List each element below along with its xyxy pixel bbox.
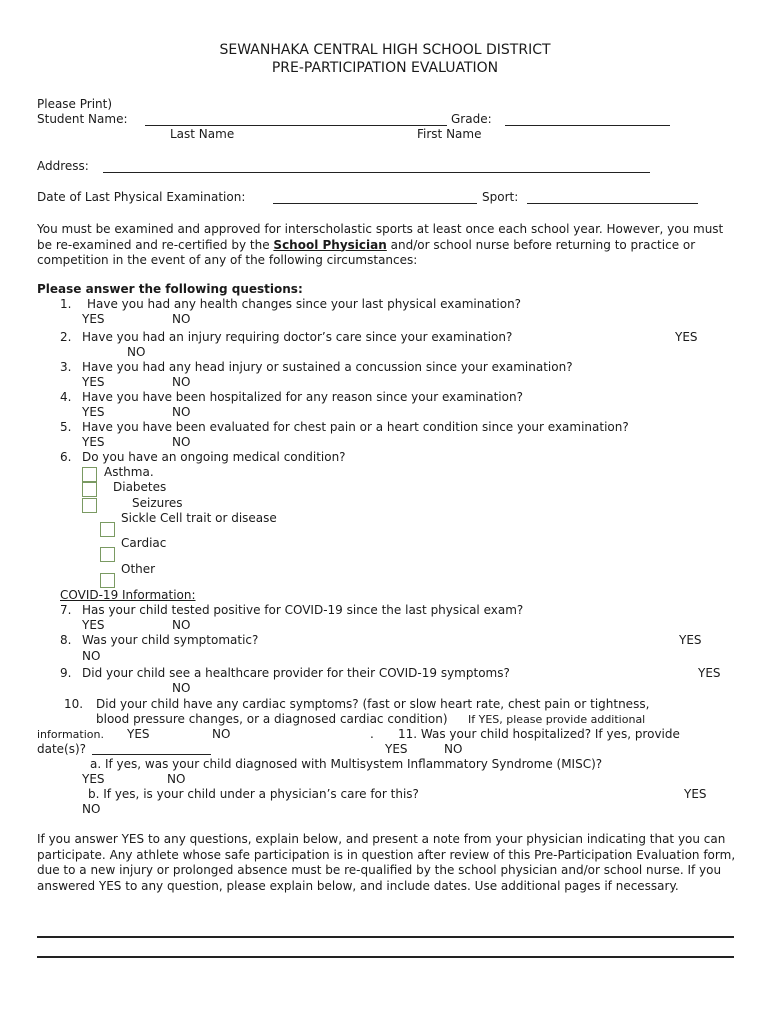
district-title: SEWANHAKA CENTRAL HIGH SCHOOL DISTRICT [219, 42, 551, 58]
q9-no[interactable]: NO [172, 681, 191, 695]
q2-text: Have you had an injury requiring doctor’s care since your examination? [82, 330, 513, 344]
covid-heading: COVID-19 Information: [60, 588, 196, 602]
closing-paragraph: If you answer YES to any questions, explain below, and present a note from your physician indicating that you can participate. Any athlete whose safe participation is in question after review of this Pre-Participation Evaluation form, due to a new injury or prolonged absence must be re-qualified by the school physician and/or school nurse. If you answered YES to any question, please explain below, and include dates. Use additional pages if necessary. [37, 832, 736, 893]
q10-number: 10. [64, 697, 84, 711]
sport-field[interactable] [527, 203, 698, 204]
q10-additional-info: If YES, please provide additional [468, 713, 646, 726]
q2-yes[interactable]: YES [675, 330, 698, 344]
q7-no[interactable]: NO [172, 618, 191, 632]
exam-date-label: Date of Last Physical Examination: [37, 190, 246, 204]
school-physician-emphasis: School Physician [273, 237, 387, 252]
q11-yes[interactable]: YES [385, 742, 408, 756]
q8-text: Was your child symptomatic? [82, 633, 259, 647]
sickle-cell-label: Sickle Cell trait or disease [121, 511, 277, 525]
q1-number: 1. [60, 297, 72, 311]
asthma-checkbox[interactable] [82, 467, 97, 482]
q9-number: 9. [60, 666, 72, 680]
q10-yes[interactable]: YES [127, 727, 150, 741]
exam-date-field[interactable] [273, 203, 477, 204]
cardiac-label: Cardiac [121, 536, 167, 550]
q11-text: 11. Was your child hospitalized? If yes, provide [398, 727, 680, 741]
seizures-checkbox[interactable] [82, 498, 97, 513]
sport-label: Sport: [482, 190, 519, 204]
intro-paragraph: You must be examined and approved for interscholastic sports at least once each school year. However, you must be re-examined and re-certified by the School Physician and/or school nurse before returning to practice or competition in the event of any of the following circumstances: [37, 222, 724, 267]
questions-heading: Please answer the following questions: [37, 282, 303, 296]
q5-yes[interactable]: YES [82, 435, 105, 449]
q1-yes[interactable]: YES [82, 312, 105, 326]
q4-number: 4. [60, 390, 72, 404]
misc-yes[interactable]: YES [82, 772, 105, 786]
first-name-caption: First Name [417, 127, 482, 141]
q4-text: Have you have been hospitalized for any reason since your examination? [82, 390, 523, 404]
misc-question: a. If yes, was your child diagnosed with Multisystem Inflammatory Syndrome (MISC)? [90, 757, 603, 771]
explanation-line-2[interactable] [37, 956, 734, 958]
address-label: Address: [37, 159, 89, 173]
q4-no[interactable]: NO [172, 405, 191, 419]
q2-no[interactable]: NO [127, 345, 146, 359]
address-field[interactable] [103, 172, 650, 173]
q6-number: 6. [60, 450, 72, 464]
dates-field[interactable] [92, 754, 211, 755]
other-checkbox[interactable] [100, 573, 115, 588]
q5-text: Have you have been evaluated for chest pain or a heart condition since your examination? [82, 420, 629, 434]
cardiac-checkbox[interactable] [100, 547, 115, 562]
diabetes-label: Diabetes [113, 480, 167, 494]
explanation-line-1[interactable] [37, 936, 734, 938]
q3-number: 3. [60, 360, 72, 374]
misc-no[interactable]: NO [167, 772, 186, 786]
q3-no[interactable]: NO [172, 375, 191, 389]
q10-no[interactable]: NO [212, 727, 231, 741]
q7-number: 7. [60, 603, 72, 617]
form-title: PRE-PARTICIPATION EVALUATION [271, 60, 499, 76]
last-name-caption: Last Name [170, 127, 235, 141]
print-instruction: Please Print) [37, 97, 113, 111]
diabetes-checkbox[interactable] [82, 482, 97, 497]
grade-label: Grade: [451, 112, 492, 126]
q10-text-line1: Did your child have any cardiac symptoms? (fast or slow heart rate, chest pain or tightness, [96, 697, 650, 711]
student-name-field[interactable] [145, 125, 447, 126]
asthma-label: Asthma. [104, 465, 154, 479]
q9-yes[interactable]: YES [698, 666, 721, 680]
physician-care-question: b. If yes, is your child under a physician’s care for this? [88, 787, 419, 801]
seizures-label: Seizures [132, 496, 183, 510]
sickle-cell-checkbox[interactable] [100, 522, 115, 537]
q8-yes[interactable]: YES [679, 633, 702, 647]
q8-number: 8. [60, 633, 72, 647]
q9-text: Did your child see a healthcare provider for their COVID-19 symptoms? [82, 666, 510, 680]
q6-text: Do you have an ongoing medical condition? [82, 450, 346, 464]
q7-yes[interactable]: YES [82, 618, 105, 632]
physician-care-no[interactable]: NO [82, 802, 101, 816]
q1-text: Have you had any health changes since your last physical examination? [87, 297, 522, 311]
q1-no[interactable]: NO [172, 312, 191, 326]
q5-no[interactable]: NO [172, 435, 191, 449]
q5-number: 5. [60, 420, 72, 434]
q2-number: 2. [60, 330, 72, 344]
q11-no[interactable]: NO [444, 742, 463, 756]
information-label: information. [37, 728, 104, 741]
dates-label: date(s)? [37, 742, 87, 756]
separator-dot: . [370, 727, 374, 741]
student-name-label: Student Name: [37, 112, 128, 126]
grade-field[interactable] [505, 125, 670, 126]
q8-no[interactable]: NO [82, 649, 101, 663]
q4-yes[interactable]: YES [82, 405, 105, 419]
physician-care-yes[interactable]: YES [684, 787, 707, 801]
q3-yes[interactable]: YES [82, 375, 105, 389]
q3-text: Have you had any head injury or sustained a concussion since your examination? [82, 360, 573, 374]
other-label: Other [121, 562, 156, 576]
q10-text-line2: blood pressure changes, or a diagnosed cardiac condition) [96, 712, 448, 726]
q7-text: Has your child tested positive for COVID-19 since the last physical exam? [82, 603, 524, 617]
